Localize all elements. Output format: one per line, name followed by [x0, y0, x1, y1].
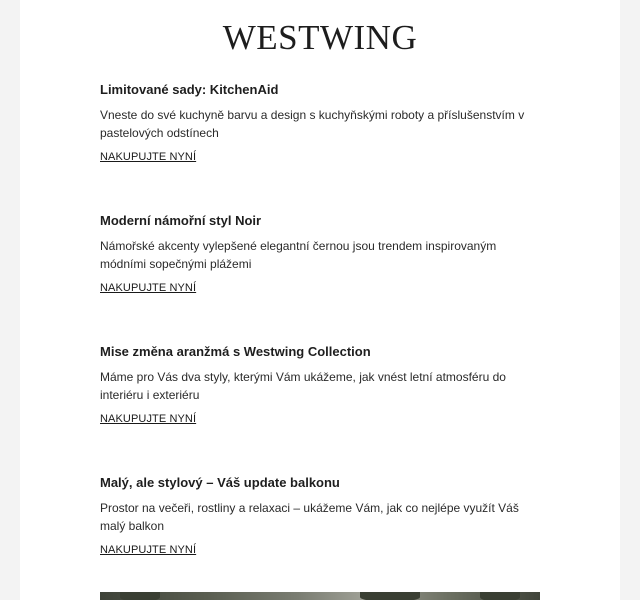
shop-now-link[interactable]: NAKUPUJTE NYNÍ	[100, 282, 197, 294]
article-balcony	[100, 475, 540, 558]
article-description: Námořské akcenty vylepšené elegantní černou jsou trendem inspirovaným módními sopečnými plážemi	[100, 239, 497, 271]
tree-shape	[120, 592, 160, 600]
article-noir	[100, 213, 540, 296]
article-kitchenaid	[100, 82, 540, 165]
banner-image[interactable]	[100, 592, 540, 600]
tree-shape	[480, 592, 520, 600]
article-title: Limitované sady: KitchenAid	[100, 82, 279, 97]
shop-now-link[interactable]: NAKUPUJTE NYNÍ	[100, 151, 197, 163]
article-westwing-collection	[100, 344, 540, 427]
article-title: Malý, ale stylový – Váš update balkonu	[100, 475, 340, 490]
tree-shape	[360, 592, 420, 600]
email-body	[20, 0, 620, 600]
shop-now-link[interactable]: NAKUPUJTE NYNÍ	[100, 544, 197, 556]
article-description: Vneste do své kuchyně barvu a design s kuchyňskými roboty a příslušenstvím v pastelových odstínech	[100, 108, 525, 140]
article-title: Moderní námořní styl Noir	[100, 213, 262, 228]
article-title: Mise změna aranžmá s Westwing Collection	[100, 344, 371, 359]
article-description: Máme pro Vás dva styly, kterými Vám ukážeme, jak vnést letní atmosféru do interiéru i exteriéru	[100, 370, 506, 402]
westwing-logo[interactable]: WESTWING	[222, 18, 418, 57]
shop-now-link[interactable]: NAKUPUJTE NYNÍ	[100, 413, 197, 425]
article-description: Prostor na večeři, rostliny a relaxaci – ukážeme Vám, jak co nejlépe využít Váš malý balkon	[100, 501, 519, 533]
